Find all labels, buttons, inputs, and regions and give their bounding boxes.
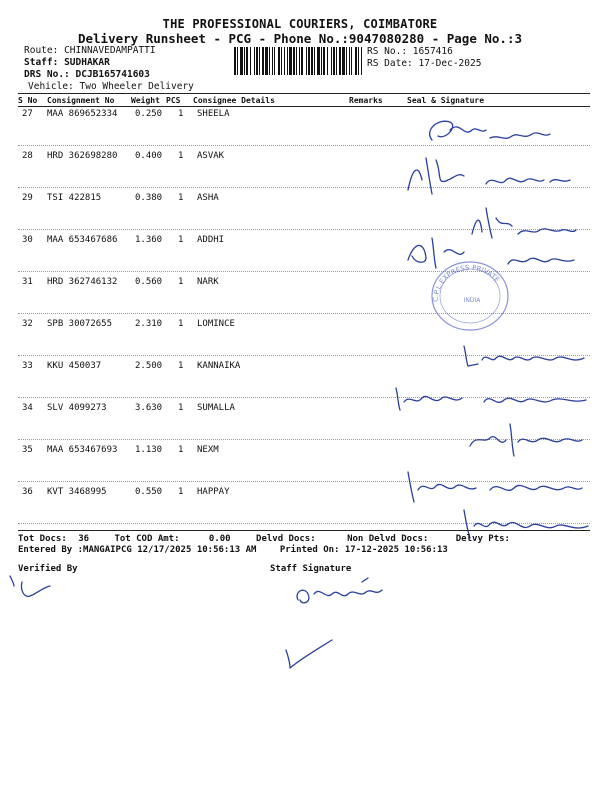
cell-sno: 28	[22, 151, 33, 161]
table-bottom-rule	[18, 530, 590, 531]
totals-line	[18, 534, 510, 544]
cell-weight: 1.360	[135, 235, 163, 245]
barcode-bar	[342, 47, 345, 75]
barcode-bar	[321, 47, 322, 75]
barcode-bar	[237, 47, 238, 75]
drs-label: DRS No.:	[24, 69, 70, 80]
rs-date-label: RS Date:	[367, 58, 413, 69]
handwritten-signature-35	[466, 420, 586, 460]
cell-pcs: 1	[178, 361, 184, 371]
cell-sno: 36	[22, 487, 33, 497]
entered-by-value: :MANGAIPCG 12/17/2025 10:56:13 AM	[77, 545, 257, 555]
cell-consignee: KANNAIKA	[197, 361, 241, 371]
rs-no-line	[367, 46, 453, 57]
cell-consignee: ASVAK	[197, 151, 225, 161]
cell-consignee: HAPPAY	[197, 487, 230, 497]
barcode-bar	[308, 47, 310, 75]
barcode-bar	[358, 47, 359, 75]
staff-value: SUDHAKAR	[64, 57, 110, 68]
barcode-bar	[346, 47, 347, 75]
col-remarks: Remarks	[349, 96, 383, 105]
barcode-bar	[284, 47, 285, 75]
table-top-rule	[18, 93, 590, 94]
delvd-docs-label: Delvd Docs:	[256, 534, 316, 544]
cell-consignee: SHEELA	[197, 109, 230, 119]
printed-on-value: 17-12-2025 10:56:13	[344, 545, 448, 555]
col-pcs: PCS	[166, 96, 181, 105]
barcode-bar	[339, 47, 341, 75]
barcode-bar	[299, 47, 300, 75]
barcode-bar	[331, 47, 332, 75]
cell-consignee: NEXM	[197, 445, 219, 455]
barcode-bar	[281, 47, 282, 75]
barcode-bar	[269, 47, 270, 75]
cell-pcs: 1	[178, 193, 184, 203]
cell-pcs: 1	[178, 403, 184, 413]
staff-signature-text: Staff Signature	[270, 564, 352, 574]
barcode-bar	[306, 47, 307, 75]
barcode-bar	[355, 47, 357, 75]
cell-pcs: 1	[178, 235, 184, 245]
staff-handwritten-signature	[292, 576, 392, 612]
cell-weight: 1.130	[135, 445, 163, 455]
barcode-bar	[289, 47, 292, 75]
barcode-bar	[287, 47, 288, 75]
barcode-bar	[314, 47, 315, 75]
route-label: Route:	[24, 45, 59, 56]
barcode-bar	[244, 47, 245, 75]
stamp-country: INDIA	[463, 297, 481, 304]
col-consignee: Consignee Details	[193, 96, 275, 105]
cell-consignee: ASHA	[197, 193, 219, 203]
cell-sno: 30	[22, 235, 33, 245]
cell-weight: 0.400	[135, 151, 163, 161]
cell-weight: 0.560	[135, 277, 163, 287]
rs-no-value: 1657416	[412, 46, 453, 57]
non-delvd-docs-label: Non Delvd Docs:	[347, 534, 429, 544]
cell-consignment: TSI 422815	[47, 193, 102, 203]
cell-sno: 34	[22, 403, 33, 413]
barcode-bar	[336, 47, 337, 75]
col-seal-signature: Seal & Signature	[407, 96, 485, 105]
cell-sno: 32	[22, 319, 33, 329]
barcode-bar	[240, 47, 243, 75]
cell-consignment: HRD 362698280	[47, 151, 118, 161]
cell-pcs: 1	[178, 487, 184, 497]
cell-sno: 33	[22, 361, 33, 371]
cell-consignment: SLV 4099273	[47, 403, 107, 413]
cell-sno: 31	[22, 277, 33, 287]
drs-line	[24, 69, 150, 80]
drs-value: DCJB165741603	[75, 69, 150, 80]
cell-consignment: MAA 869652334	[47, 109, 118, 119]
cell-consignment: HRD 362746132	[47, 277, 118, 287]
col-sno: S No	[18, 96, 38, 105]
handwritten-signature-27	[420, 112, 560, 152]
barcode-bar	[254, 47, 255, 75]
cell-pcs: 1	[178, 109, 184, 119]
verified-by-text: Verified By	[18, 564, 78, 574]
delvy-pts-label: Delvy Pts:	[455, 534, 510, 544]
rs-date-value: 17-Dec-2025	[418, 58, 482, 69]
cell-consignment: KVT 3468995	[47, 487, 107, 497]
barcode-bar	[349, 47, 350, 75]
vehicle-label: Vehicle:	[28, 81, 74, 92]
barcode-bar	[351, 47, 352, 75]
route-line	[24, 45, 156, 56]
barcode-bar	[327, 47, 328, 75]
tot-docs-label: Tot Docs:	[18, 534, 67, 544]
barcode-bar	[278, 47, 280, 75]
barcode-bar	[301, 47, 303, 75]
handwritten-signature-36a	[404, 466, 584, 506]
barcode-bar	[333, 47, 335, 75]
cell-weight: 0.250	[135, 109, 163, 119]
barcode-bar	[317, 47, 320, 75]
cell-consignee: SUMALLA	[197, 403, 235, 413]
staff-signature-label	[270, 564, 351, 574]
handwritten-signature-30	[404, 232, 584, 278]
barcode-bar	[259, 47, 260, 75]
cell-sno: 29	[22, 193, 33, 203]
cell-weight: 2.500	[135, 361, 163, 371]
handwritten-signature-28	[402, 150, 582, 200]
cell-weight: 0.550	[135, 487, 163, 497]
tot-docs-value: 36	[78, 534, 90, 544]
cell-weight: 2.310	[135, 319, 163, 329]
cell-pcs: 1	[178, 319, 184, 329]
barcode-bar	[272, 47, 273, 75]
cell-consignment: MAA 653467686	[47, 235, 118, 245]
stamp-text: C.P.L EXPRESS PRIVATE	[431, 263, 501, 303]
cell-sno: 27	[22, 109, 33, 119]
barcode-bar	[323, 47, 325, 75]
barcode-bar	[250, 47, 251, 75]
barcode-bar	[256, 47, 258, 75]
col-consignment: Consignment No	[47, 96, 115, 105]
vehicle-line	[28, 81, 194, 92]
col-weight: Weight	[131, 96, 160, 105]
cell-weight: 3.630	[135, 403, 163, 413]
staff-line	[24, 57, 110, 68]
barcode-bar	[361, 47, 362, 75]
cell-consignee: NARK	[197, 277, 219, 287]
handwritten-signature-34	[392, 380, 592, 416]
barcode-bar	[234, 47, 236, 75]
cell-consignee: LOMINCE	[197, 319, 235, 329]
vehicle-value: Two Wheeler Delivery	[79, 81, 194, 92]
cell-pcs: 1	[178, 277, 184, 287]
barcode	[234, 47, 362, 75]
barcode-bar	[274, 47, 275, 75]
entry-line	[18, 545, 448, 555]
cell-consignee: ADDHI	[197, 235, 225, 245]
route-value: CHINNAVEDAMPATTI	[64, 45, 156, 56]
cell-sno: 35	[22, 445, 33, 455]
cell-pcs: 1	[178, 445, 184, 455]
barcode-bar	[246, 47, 248, 75]
barcode-bar	[296, 47, 297, 75]
cell-weight: 0.380	[135, 193, 163, 203]
verified-by-signature	[8, 568, 58, 604]
rs-no-label: RS No.:	[367, 46, 408, 57]
tot-cod-value: 0.00	[208, 534, 231, 544]
printed-on-label: Printed On:	[279, 545, 340, 555]
rs-date-line	[367, 58, 481, 69]
table-header-rule	[18, 106, 590, 107]
cell-consignment: SPB 30072655	[47, 319, 113, 329]
handwritten-signature-32	[460, 340, 590, 370]
barcode-bar	[293, 47, 295, 75]
barcode-bar	[265, 47, 268, 75]
cell-pcs: 1	[178, 151, 184, 161]
entered-by-label: Entered By	[18, 545, 73, 555]
staff-label: Staff:	[24, 57, 59, 68]
runsheet-title: Delivery Runsheet - PCG - Phone No.:9047080280 - Page No.:3	[77, 31, 522, 46]
cell-consignment: MAA 653467693	[47, 445, 118, 455]
barcode-bar	[311, 47, 313, 75]
cell-consignment: KKU 450037	[47, 361, 102, 371]
checkmark	[280, 636, 340, 676]
tot-cod-label: Tot COD Amt:	[114, 534, 180, 544]
company-name: THE PROFESSIONAL COURIERS, COIMBATORE	[162, 17, 438, 31]
barcode-bar	[262, 47, 264, 75]
